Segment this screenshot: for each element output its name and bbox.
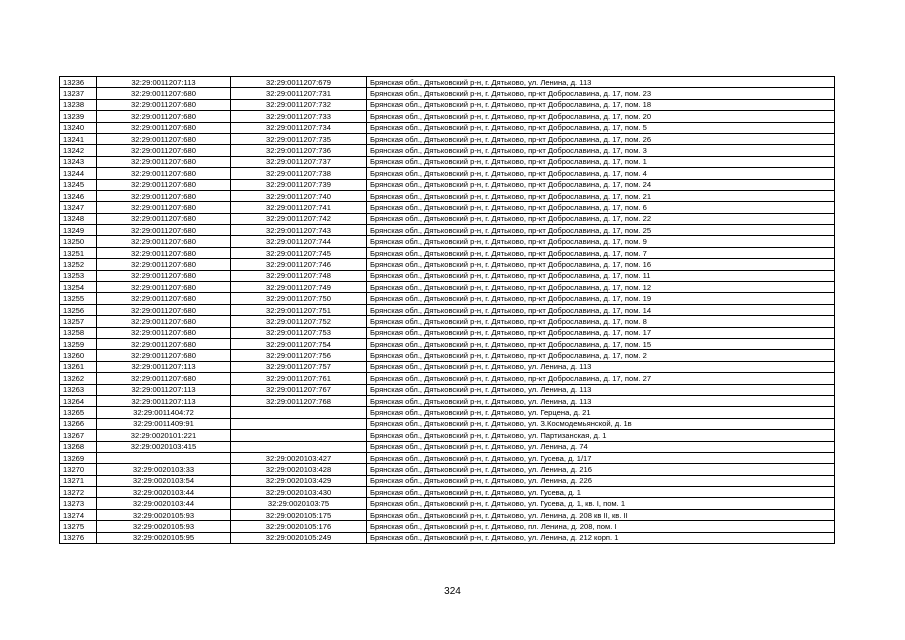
table-row: [60, 168, 835, 179]
object-cadastral-number-cell: 32:29:0011207:767: [231, 384, 367, 395]
row-number-cell: 13272: [60, 487, 97, 498]
cadastral-number-cell: [97, 452, 231, 463]
object-cadastral-number-cell: 32:29:0020105:249: [231, 532, 367, 543]
page-number: 324: [444, 586, 461, 597]
row-number-cell: 13237: [60, 88, 97, 99]
table-row: [60, 464, 835, 475]
address-cell: Брянская обл., Дятьковский р-н, г. Дятьково, пр-кт Доброславина, д. 17, пом. 8: [367, 316, 835, 327]
cadastral-number-cell: 32:29:0011207:680: [97, 225, 231, 236]
row-number-cell: 13267: [60, 430, 97, 441]
table-row: [60, 407, 835, 418]
object-cadastral-number-cell: 32:29:0011207:736: [231, 145, 367, 156]
object-cadastral-number-cell: [231, 407, 367, 418]
object-cadastral-number-cell: 32:29:0020103:429: [231, 475, 367, 486]
address-cell: Брянская обл., Дятьковский р-н, г. Дятьково, пр-кт Доброславина, д. 17, пом. 3: [367, 145, 835, 156]
object-cadastral-number-cell: 32:29:0011207:752: [231, 316, 367, 327]
table-row: [60, 441, 835, 452]
row-number-cell: 13275: [60, 521, 97, 532]
row-number-cell: 13265: [60, 407, 97, 418]
row-number-cell: 13253: [60, 270, 97, 281]
cadastral-number-cell: 32:29:0020103:54: [97, 475, 231, 486]
object-cadastral-number-cell: 32:29:0011207:679: [231, 77, 367, 88]
cadastral-number-cell: 32:29:0011207:680: [97, 270, 231, 281]
object-cadastral-number-cell: 32:29:0011207:742: [231, 213, 367, 224]
cadastral-number-cell: 32:29:0011207:113: [97, 384, 231, 395]
address-cell: Брянская обл., Дятьковский р-н, г. Дятьково, пр-кт Доброславина, д. 17, пом. 11: [367, 270, 835, 281]
table-row: [60, 156, 835, 167]
table-row: [60, 350, 835, 361]
table-row: [60, 122, 835, 133]
row-number-cell: 13236: [60, 77, 97, 88]
address-cell: Брянская обл., Дятьковский р-н, г. Дятьково, пр-кт Доброславина, д. 17, пом. 26: [367, 133, 835, 144]
address-cell: Брянская обл., Дятьковский р-н, г. Дятьково, пр-кт Доброславина, д. 17, пом. 5: [367, 122, 835, 133]
address-cell: Брянская обл., Дятьковский р-н, г. Дятьково, ул. Ленина, д. 113: [367, 395, 835, 406]
row-number-cell: 13238: [60, 99, 97, 110]
cadastral-number-cell: 32:29:0011207:680: [97, 202, 231, 213]
table-row: [60, 487, 835, 498]
object-cadastral-number-cell: 32:29:0011207:735: [231, 133, 367, 144]
object-cadastral-number-cell: 32:29:0011207:768: [231, 395, 367, 406]
cadastral-number-cell: 32:29:0020105:93: [97, 521, 231, 532]
row-number-cell: 13260: [60, 350, 97, 361]
row-number-cell: 13268: [60, 441, 97, 452]
object-cadastral-number-cell: 32:29:0011207:731: [231, 88, 367, 99]
object-cadastral-number-cell: 32:29:0011207:761: [231, 373, 367, 384]
table-row: [60, 88, 835, 99]
address-cell: Брянская обл., Дятьковский р-н, г. Дятьково, пр-кт Доброславина, д. 17, пом. 22: [367, 213, 835, 224]
address-cell: Брянская обл., Дятьковский р-н, г. Дятьково, ул. Гусева, д. 1, кв. I, пом. 1: [367, 498, 835, 509]
object-cadastral-number-cell: 32:29:0011207:744: [231, 236, 367, 247]
row-number-cell: 13244: [60, 168, 97, 179]
object-cadastral-number-cell: 32:29:0011207:750: [231, 293, 367, 304]
object-cadastral-number-cell: 32:29:0020103:428: [231, 464, 367, 475]
table-row: [60, 111, 835, 122]
table-row: [60, 430, 835, 441]
table-row: [60, 247, 835, 258]
row-number-cell: 13273: [60, 498, 97, 509]
table-row: [60, 304, 835, 315]
table-row: [60, 316, 835, 327]
row-number-cell: 13261: [60, 361, 97, 372]
object-cadastral-number-cell: 32:29:0011207:741: [231, 202, 367, 213]
address-cell: Брянская обл., Дятьковский р-н, г. Дятьково, ул. Ленина, д. 212 корп. 1: [367, 532, 835, 543]
address-cell: Брянская обл., Дятьковский р-н, г. Дятьково, пр-кт Доброславина, д. 17, пом. 18: [367, 99, 835, 110]
cadastral-number-cell: 32:29:0011207:680: [97, 111, 231, 122]
row-number-cell: 13257: [60, 316, 97, 327]
row-number-cell: 13248: [60, 213, 97, 224]
object-cadastral-number-cell: 32:29:0011207:734: [231, 122, 367, 133]
address-cell: Брянская обл., Дятьковский р-н, г. Дятьково, ул. Ленина, д. 208 кв II, кв. II: [367, 509, 835, 520]
address-cell: Брянская обл., Дятьковский р-н, г. Дятьково, пр-кт Доброславина, д. 17, пом. 12: [367, 282, 835, 293]
cadastral-number-cell: 32:29:0011207:680: [97, 350, 231, 361]
cadastral-number-cell: 32:29:0011207:680: [97, 304, 231, 315]
cadastral-number-cell: 32:29:0011207:680: [97, 236, 231, 247]
cadastral-number-cell: 32:29:0020103:44: [97, 487, 231, 498]
cadastral-number-cell: 32:29:0011207:680: [97, 168, 231, 179]
cadastral-number-cell: 32:29:0011409:91: [97, 418, 231, 429]
object-cadastral-number-cell: [231, 441, 367, 452]
cadastral-number-cell: 32:29:0020103:44: [97, 498, 231, 509]
address-cell: Брянская обл., Дятьковский р-н, г. Дятьково, пр-кт Доброславина, д. 17, пом. 27: [367, 373, 835, 384]
address-cell: Брянская обл., Дятьковский р-н, г. Дятьково, пр-кт Доброславина, д. 17, пом. 4: [367, 168, 835, 179]
table-row: [60, 361, 835, 372]
cadastral-number-cell: 32:29:0011207:680: [97, 282, 231, 293]
object-cadastral-number-cell: 32:29:0020103:430: [231, 487, 367, 498]
address-cell: Брянская обл., Дятьковский р-н, г. Дятьково, пр-кт Доброславина, д. 17, пом. 1: [367, 156, 835, 167]
table-row: [60, 282, 835, 293]
address-cell: Брянская обл., Дятьковский р-н, г. Дятьково, пр-кт Доброславина, д. 17, пом. 2: [367, 350, 835, 361]
object-cadastral-number-cell: 32:29:0011207:756: [231, 350, 367, 361]
row-number-cell: 13259: [60, 338, 97, 349]
row-number-cell: 13246: [60, 190, 97, 201]
row-number-cell: 13241: [60, 133, 97, 144]
address-cell: Брянская обл., Дятьковский р-н, г. Дятьково, ул. Ленина, д. 216: [367, 464, 835, 475]
object-cadastral-number-cell: 32:29:0011207:749: [231, 282, 367, 293]
cadastral-number-cell: 32:29:0011207:680: [97, 99, 231, 110]
cadastral-number-cell: 32:29:0011207:680: [97, 327, 231, 338]
cadastral-number-cell: 32:29:0020105:93: [97, 509, 231, 520]
row-number-cell: 13258: [60, 327, 97, 338]
address-cell: Брянская обл., Дятьковский р-н, г. Дятьково, пр-кт Доброславина, д. 17, пом. 19: [367, 293, 835, 304]
table-row: [60, 133, 835, 144]
table-row: [60, 145, 835, 156]
address-cell: Брянская обл., Дятьковский р-н, г. Дятьково, пл. Ленина, д. 208, пом. I: [367, 521, 835, 532]
row-number-cell: 13239: [60, 111, 97, 122]
table-row: [60, 418, 835, 429]
object-cadastral-number-cell: 32:29:0011207:754: [231, 338, 367, 349]
address-cell: Брянская обл., Дятьковский р-н, г. Дятьково, пр-кт Доброславина, д. 17, пом. 21: [367, 190, 835, 201]
row-number-cell: 13276: [60, 532, 97, 543]
object-cadastral-number-cell: 32:29:0011207:738: [231, 168, 367, 179]
table-row: [60, 202, 835, 213]
cadastral-number-cell: 32:29:0011207:680: [97, 122, 231, 133]
row-number-cell: 13274: [60, 509, 97, 520]
address-cell: Брянская обл., Дятьковский р-н, г. Дятьково, пр-кт Доброславина, д. 17, пом. 20: [367, 111, 835, 122]
cadastral-number-cell: 32:29:0011207:680: [97, 373, 231, 384]
row-number-cell: 13263: [60, 384, 97, 395]
object-cadastral-number-cell: 32:29:0011207:737: [231, 156, 367, 167]
table-row: [60, 270, 835, 281]
cadastral-number-cell: 32:29:0020101:221: [97, 430, 231, 441]
table-row: [60, 395, 835, 406]
row-number-cell: 13243: [60, 156, 97, 167]
table-row: [60, 338, 835, 349]
table-row: [60, 259, 835, 270]
address-cell: Брянская обл., Дятьковский р-н, г. Дятьково, пр-кт Доброславина, д. 17, пом. 15: [367, 338, 835, 349]
address-cell: Брянская обл., Дятьковский р-н, г. Дятьково, ул. Ленина, д. 74: [367, 441, 835, 452]
object-cadastral-number-cell: 32:29:0020105:175: [231, 509, 367, 520]
table-row: [60, 236, 835, 247]
row-number-cell: 13242: [60, 145, 97, 156]
table-row: [60, 213, 835, 224]
cadastral-number-cell: 32:29:0011207:680: [97, 259, 231, 270]
row-number-cell: 13250: [60, 236, 97, 247]
cadastral-number-cell: 32:29:0011207:680: [97, 88, 231, 99]
cadastral-number-cell: 32:29:0011207:680: [97, 316, 231, 327]
address-cell: Брянская обл., Дятьковский р-н, г. Дятьково, ул. Ленина, д. 113: [367, 384, 835, 395]
cadastral-number-cell: 32:29:0020103:33: [97, 464, 231, 475]
address-cell: Брянская обл., Дятьковский р-н, г. Дятьково, ул. Ленина, д. 113: [367, 77, 835, 88]
cadastral-number-cell: 32:29:0011207:680: [97, 133, 231, 144]
table-row: [60, 509, 835, 520]
object-cadastral-number-cell: 32:29:0011207:740: [231, 190, 367, 201]
address-cell: Брянская обл., Дятьковский р-н, г. Дятьково, пр-кт Доброславина, д. 17, пом. 25: [367, 225, 835, 236]
address-cell: Брянская обл., Дятьковский р-н, г. Дятьково, пр-кт Доброславина, д. 17, пом. 9: [367, 236, 835, 247]
address-cell: Брянская обл., Дятьковский р-н, г. Дятьково, пр-кт Доброславина, д. 17, пом. 17: [367, 327, 835, 338]
object-cadastral-number-cell: 32:29:0011207:732: [231, 99, 367, 110]
table-row: [60, 521, 835, 532]
cadastral-number-cell: 32:29:0011404:72: [97, 407, 231, 418]
address-cell: Брянская обл., Дятьковский р-н, г. Дятьково, ул. Герцена, д. 21: [367, 407, 835, 418]
row-number-cell: 13254: [60, 282, 97, 293]
object-cadastral-number-cell: 32:29:0011207:733: [231, 111, 367, 122]
row-number-cell: 13247: [60, 202, 97, 213]
row-number-cell: 13262: [60, 373, 97, 384]
cadastral-number-cell: 32:29:0011207:680: [97, 145, 231, 156]
object-cadastral-number-cell: 32:29:0020103:427: [231, 452, 367, 463]
table-row: [60, 452, 835, 463]
cadastral-number-cell: 32:29:0011207:680: [97, 190, 231, 201]
registry-table-body: [60, 77, 835, 544]
address-cell: Брянская обл., Дятьковский р-н, г. Дятьково, ул. Гусева, д. 1: [367, 487, 835, 498]
row-number-cell: 13256: [60, 304, 97, 315]
address-cell: Брянская обл., Дятьковский р-н, г. Дятьково, ул. Ленина, д. 226: [367, 475, 835, 486]
address-cell: Брянская обл., Дятьковский р-н, г. Дятьково, пр-кт Доброславина, д. 17, пом. 6: [367, 202, 835, 213]
object-cadastral-number-cell: 32:29:0020105:176: [231, 521, 367, 532]
object-cadastral-number-cell: 32:29:0011207:748: [231, 270, 367, 281]
row-number-cell: 13251: [60, 247, 97, 258]
address-cell: Брянская обл., Дятьковский р-н, г. Дятьково, пр-кт Доброславина, д. 17, пом. 16: [367, 259, 835, 270]
cadastral-number-cell: 32:29:0011207:680: [97, 179, 231, 190]
cadastral-number-cell: 32:29:0011207:113: [97, 361, 231, 372]
address-cell: Брянская обл., Дятьковский р-н, г. Дятьково, ул. Партизанская, д. 1: [367, 430, 835, 441]
cadastral-number-cell: 32:29:0011207:680: [97, 338, 231, 349]
object-cadastral-number-cell: 32:29:0011207:751: [231, 304, 367, 315]
object-cadastral-number-cell: [231, 418, 367, 429]
object-cadastral-number-cell: 32:29:0011207:757: [231, 361, 367, 372]
address-cell: Брянская обл., Дятьковский р-н, г. Дятьково, пр-кт Доброславина, д. 17, пом. 23: [367, 88, 835, 99]
object-cadastral-number-cell: 32:29:0011207:753: [231, 327, 367, 338]
table-row: [60, 99, 835, 110]
row-number-cell: 13245: [60, 179, 97, 190]
object-cadastral-number-cell: 32:29:0011207:743: [231, 225, 367, 236]
cadastral-number-cell: 32:29:0011207:113: [97, 395, 231, 406]
row-number-cell: 13240: [60, 122, 97, 133]
cadastral-number-cell: 32:29:0011207:680: [97, 293, 231, 304]
cadastral-number-cell: 32:29:0011207:680: [97, 213, 231, 224]
row-number-cell: 13252: [60, 259, 97, 270]
row-number-cell: 13255: [60, 293, 97, 304]
cadastral-number-cell: 32:29:0011207:680: [97, 156, 231, 167]
object-cadastral-number-cell: 32:29:0011207:739: [231, 179, 367, 190]
object-cadastral-number-cell: 32:29:0011207:746: [231, 259, 367, 270]
address-cell: Брянская обл., Дятьковский р-н, г. Дятьково, пр-кт Доброславина, д. 17, пом. 14: [367, 304, 835, 315]
address-cell: Брянская обл., Дятьковский р-н, г. Дятьково, ул. З.Космодемьянской, д. 1в: [367, 418, 835, 429]
row-number-cell: 13269: [60, 452, 97, 463]
row-number-cell: 13266: [60, 418, 97, 429]
cadastral-number-cell: 32:29:0011207:113: [97, 77, 231, 88]
object-cadastral-number-cell: 32:29:0020103:75: [231, 498, 367, 509]
table-row: [60, 532, 835, 543]
row-number-cell: 13249: [60, 225, 97, 236]
table-row: [60, 190, 835, 201]
registry-table: [59, 76, 835, 544]
cadastral-number-cell: 32:29:0020103:415: [97, 441, 231, 452]
table-row: [60, 373, 835, 384]
address-cell: Брянская обл., Дятьковский р-н, г. Дятьково, ул. Гусева, д. 1/17: [367, 452, 835, 463]
table-row: [60, 327, 835, 338]
object-cadastral-number-cell: [231, 430, 367, 441]
row-number-cell: 13271: [60, 475, 97, 486]
row-number-cell: 13264: [60, 395, 97, 406]
table-row: [60, 384, 835, 395]
address-cell: Брянская обл., Дятьковский р-н, г. Дятьково, ул. Ленина, д. 113: [367, 361, 835, 372]
table-row: [60, 179, 835, 190]
cadastral-number-cell: 32:29:0020105:95: [97, 532, 231, 543]
table-row: [60, 225, 835, 236]
table-row: [60, 77, 835, 88]
address-cell: Брянская обл., Дятьковский р-н, г. Дятьково, пр-кт Доброславина, д. 17, пом. 7: [367, 247, 835, 258]
table-row: [60, 293, 835, 304]
table-row: [60, 475, 835, 486]
address-cell: Брянская обл., Дятьковский р-н, г. Дятьково, пр-кт Доброславина, д. 17, пом. 24: [367, 179, 835, 190]
object-cadastral-number-cell: 32:29:0011207:745: [231, 247, 367, 258]
table-row: [60, 498, 835, 509]
cadastral-number-cell: 32:29:0011207:680: [97, 247, 231, 258]
row-number-cell: 13270: [60, 464, 97, 475]
